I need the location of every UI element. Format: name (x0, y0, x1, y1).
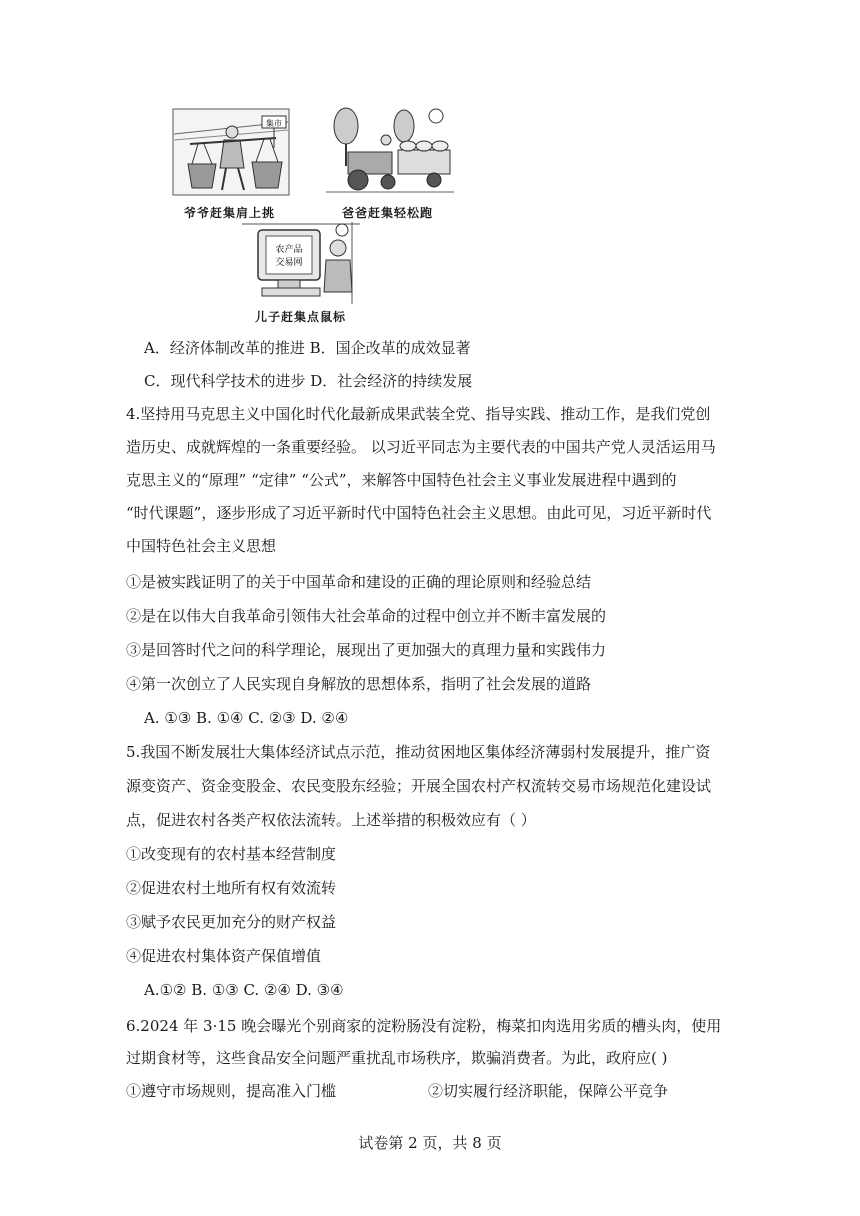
q3-options-cd: C．现代科学技术的进步 D．社会经济的持续发展 (144, 372, 473, 390)
svg-text:交易网: 交易网 (275, 258, 303, 268)
caption-panel-3: 儿子赶集点鼠标 (255, 310, 347, 324)
q4-item-3: ③是回答时代之问的科学理论，展现出了更加强大的真理力量和实践伟力 (126, 641, 607, 659)
q5-item-4: ④促进农村集体资产保值增值 (126, 947, 322, 965)
q5-item-2: ②促进农村土地所有权有效流转 (126, 879, 337, 897)
illustration-son-computer (242, 220, 360, 304)
q5-item-3: ③赋予农民更加充分的财产权益 (126, 913, 337, 931)
q4-stem-line-4: “时代课题”，逐步形成了习近平新时代中国特色社会主义思想。由此可见，习近平新时代 (126, 504, 712, 522)
q6-item-2: ②切实履行经济职能，保障公平竞争 (428, 1082, 669, 1100)
q6-item-1: ①遵守市场规则，提高准入门槛 (126, 1082, 337, 1100)
illustration-grandfather-carrying (172, 108, 290, 196)
q5-stem-line-3: 点，促进农村各类产权依法流转。上述举措的积极效应有（ ） (126, 811, 536, 829)
q4-stem-line-1: 4.坚持用马克思主义中国化时代化最新成果武装全党、指导实践、推动工作，是我们党创 (126, 405, 711, 423)
caption-panel-1: 爷爷赶集肩上挑 (184, 206, 276, 220)
q4-options: A. ①③ B. ①④ C. ②③ D. ②④ (144, 709, 349, 727)
q4-item-2: ②是在以伟大自我革命引领伟大社会革命的过程中创立并不断丰富发展的 (126, 607, 607, 625)
svg-text:集市: 集市 (266, 119, 282, 128)
caption-panel-2: 爸爸赶集轻松跑 (342, 206, 434, 220)
q5-item-1: ①改变现有的农村基本经营制度 (126, 845, 337, 863)
q4-stem-line-5: 中国特色社会主义思想 (126, 537, 277, 555)
q4-stem-line-3: 克思主义的“原理” “定律” “公式”，来解答中国特色社会主义事业发展进程中遇到的 (126, 471, 677, 489)
q5-stem-line-2: 源变资产、资金变股金、农民变股东经验；开展全国农村产权流转交易市场规范化建设试 (126, 777, 712, 795)
q4-item-4: ④第一次创立了人民实现自身解放的思想体系，指明了社会发展的道路 (126, 675, 592, 693)
q4-stem-line-2: 造历史、成就辉煌的一条重要经验。 以习近平同志为主要代表的中国共产党人灵活运用马 (126, 438, 716, 456)
q6-stem-line-1: 6.2024 年 3·15 晚会曝光个别商家的淀粉肠没有淀粉，梅菜扣肉选用劣质的槽头肉，使用 (126, 1017, 722, 1035)
illustration-father-tractor (326, 104, 454, 196)
q3-options-ab: A．经济体制改革的推进 B．国企改革的成效显著 (144, 339, 471, 357)
svg-text:农产品: 农产品 (275, 245, 303, 255)
page-footer: 试卷第 2 页，共 8 页 (358, 1134, 502, 1152)
q5-stem-line-1: 5.我国不断发展壮大集体经济试点示范，推动贫困地区集体经济薄弱村发展提升，推广资 (126, 743, 711, 761)
q4-item-1: ①是被实践证明了的关于中国革命和建设的正确的理论原则和经验总结 (126, 573, 592, 591)
q5-options: A.①② B. ①③ C. ②④ D. ③④ (144, 981, 344, 999)
q6-stem-line-2: 过期食材等，这些食品安全问题严重扰乱市场秩序，欺骗消费者。为此，政府应( ) (126, 1049, 668, 1067)
